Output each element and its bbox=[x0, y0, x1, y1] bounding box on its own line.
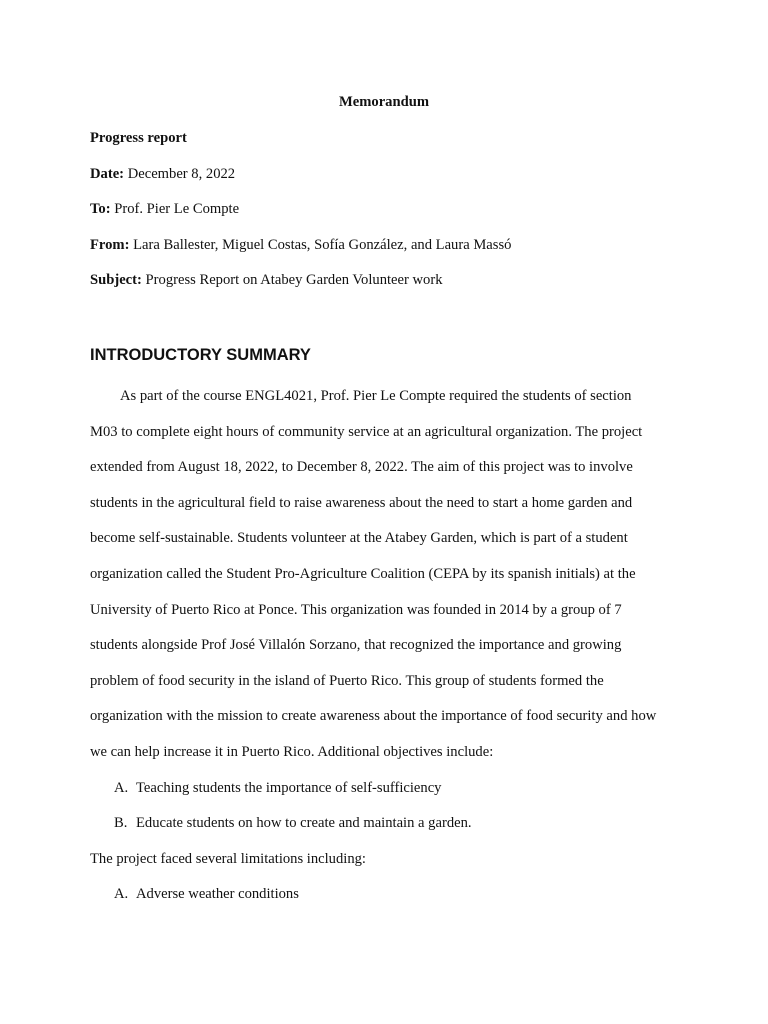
limitations-intro: The project faced several limitations including: bbox=[90, 851, 366, 867]
date-line bbox=[90, 165, 235, 183]
to-label: To: bbox=[90, 201, 111, 217]
subject-line bbox=[90, 271, 443, 289]
subject-value: Progress Report on Atabey Garden Volunteer work bbox=[145, 272, 443, 288]
paragraph-line: become self-sustainable. Students volunteer at the Atabey Garden, which is part of a student bbox=[90, 530, 628, 546]
paragraph-line: M03 to complete eight hours of community service at an agricultural organization. The project bbox=[90, 424, 643, 440]
paragraph-line: As part of the course ENGL4021, Prof. Pier Le Compte required the students of section bbox=[120, 388, 632, 404]
date-value: December 8, 2022 bbox=[127, 166, 236, 182]
report-type: Progress report bbox=[90, 130, 187, 146]
paragraph-line: organization with the mission to create awareness about the importance of food security and how bbox=[90, 708, 657, 724]
paragraph-line: organization called the Student Pro-Agriculture Coalition (CEPA by its spanish initials) at the bbox=[90, 566, 636, 582]
from-label: From: bbox=[90, 237, 130, 253]
list-marker: A. bbox=[114, 780, 129, 796]
paragraph-line: students alongside Prof José Villalón Sorzano, that recognized the importance and growing bbox=[90, 637, 622, 653]
to-value: Prof. Pier Le Compte bbox=[114, 201, 240, 217]
paragraph-line: problem of food security in the island of Puerto Rico. This group of students formed the bbox=[90, 673, 604, 689]
from-line bbox=[90, 236, 511, 254]
paragraph-line: students in the agricultural field to raise awareness about the need to start a home garden and bbox=[90, 495, 633, 511]
section-heading: INTRODUCTORY SUMMARY bbox=[90, 346, 311, 364]
subject-label: Subject: bbox=[90, 272, 142, 288]
list-item-text: Adverse weather conditions bbox=[136, 886, 299, 902]
objective-item bbox=[114, 779, 441, 797]
list-item-text: Educate students on how to create and maintain a garden. bbox=[136, 815, 472, 831]
paragraph-line: University of Puerto Rico at Ponce. This organization was founded in 2014 by a group of 7 bbox=[90, 602, 622, 618]
limitation-item bbox=[114, 885, 299, 903]
list-marker: B. bbox=[114, 815, 128, 831]
list-item-text: Teaching students the importance of self-sufficiency bbox=[136, 780, 442, 796]
date-label: Date: bbox=[90, 166, 125, 182]
objective-item bbox=[114, 814, 472, 832]
from-value: Lara Ballester, Miguel Costas, Sofía González, and Laura Massó bbox=[133, 237, 512, 253]
paragraph-line: extended from August 18, 2022, to December 8, 2022. The aim of this project was to involve bbox=[90, 459, 633, 475]
memo-title: Memorandum bbox=[339, 94, 429, 110]
list-marker: A. bbox=[114, 886, 129, 902]
paragraph-line: we can help increase it in Puerto Rico. Additional objectives include: bbox=[90, 744, 494, 760]
to-line bbox=[90, 200, 239, 218]
